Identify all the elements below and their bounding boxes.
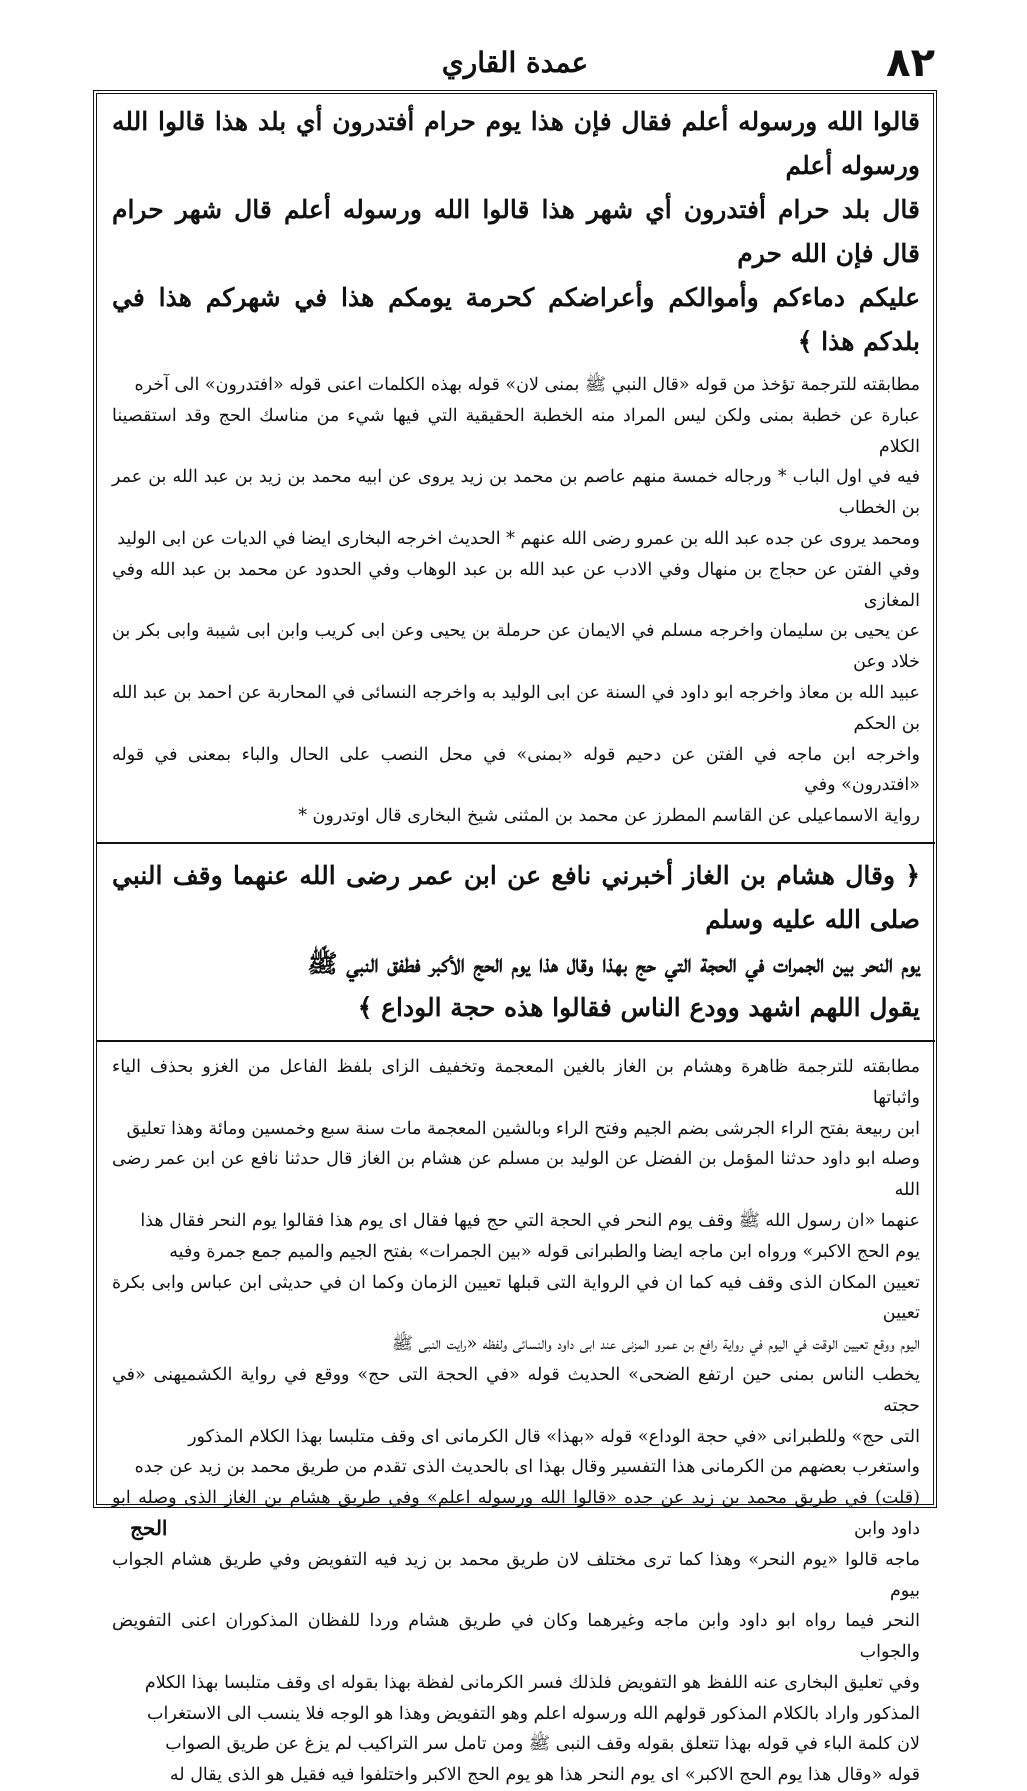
commentary-line: يوم الحج الاكبر» ورواه ابن ماجه ايضا والطبرانى قوله «بين الجمرات» بفتح الجيم والميم جمع جمرة وفيه (169, 1241, 920, 1262)
commentary-line: مطابقته للترجمة ظاهرة وهشام بن الغاز بالغين المعجمة وتخفيف الزاى بلفظ الفاعل من الغزو بحذف الياء واثباتها (112, 1056, 920, 1108)
hadith-text-2 (112, 854, 920, 1030)
commentary-line: ابن ربيعة بفتح الراء الجرشى بضم الجيم وفتح الراء وبالشين المعجمة مات سنة سبع وخمسين ومائة وهذا تعليق (126, 1118, 920, 1139)
commentary-line: عنهما «ان رسول الله ﷺ وقف يوم النحر في الحجة التي حج فيها فقال اى يوم هذا فقالوا يوم النحر فقال هذا (140, 1210, 920, 1231)
hadith-line: قال بلد حرام أفتدرون أي شهر هذا قالوا الله ورسوله أعلم قال شهر حرام قال فإن الله حرم (112, 195, 920, 268)
page-number: ۸۲ (886, 40, 935, 86)
commentary-line: عبارة عن خطبة بمنى ولكن ليس المراد منه الخطبة الحقيقية التي فيها شيء من مناسك الحج وقد استقصينا الكلام (112, 405, 920, 457)
section-divider (97, 842, 935, 844)
commentary-line: وصله ابو داود حدثنا المؤمل بن الفضل عن الوليد بن مسلم عن هشام بن الغاز قال حدثنا نافع عن ابن عمر رضى الله (112, 1149, 920, 1201)
page-header (95, 40, 935, 90)
commentary-line: التى حج» وللطبرانى «في حجة الوداع» قوله «بهذا» قال الكرمانى اى وقف متلبسا بهذا الكلام المذكور (188, 1426, 920, 1447)
commentary-line: رواية الاسماعيلى عن القاسم المطرز عن محمد بن المثنى شيخ البخارى قال اوتدرون * (298, 806, 920, 827)
commentary-line: وفي الفتن عن حجاج بن منهال وفي الادب عن عبد الله بن عبد الوهاب وفي الحدود عن محمد بن عبد الله وفي المغازى (112, 559, 920, 611)
commentary-line: وفي تعليق البخارى عنه اللفظ هو التفويض فلذلك فسر الكرمانى لفظة بهذا بقوله اى وقف متلبسا بهذا الكلام (144, 1672, 920, 1693)
commentary-line: فيه في اول الباب * ورجاله خمسة منهم عاصم بن محمد بن زيد يروى عن ابيه محمد بن زيد بن عبد الله بن عمر بن الخطاب (112, 467, 920, 519)
commentary-line: (قلت) في طريق محمد بن زيد عن جده «قالوا الله ورسوله اعلم» وفي طريق هشام بن الغاز الذى وصله ابو داود وابن (112, 1488, 920, 1539)
commentary-line: لان كلمة الباء في قوله بهذا تتعلق بقوله وقف النبى ﷺ ومن تامل سر التراكيب لم يزغ عن طريق الصواب (165, 1734, 920, 1755)
commentary-line: عبيد الله بن معاذ واخرجه ابو داود في السنة عن ابى الوليد به واخرجه النسائى في المحاربة عن احمد بن عبد الله بن الحكم (112, 682, 920, 734)
catchword: الحج (130, 1516, 168, 1540)
commentary-line: عن يحيى بن سليمان واخرجه مسلم في الايمان عن حرملة بن يحيى وعن ابى كريب وابن ابى شيبة وابى بكر بن خلاد وعن (112, 621, 920, 673)
main-text (112, 100, 921, 1786)
commentary-line: ومحمد يروى عن جده عبد الله بن عمرو رضى الله عنهم * الحديث اخرجه البخارى ايضا في الديات عن ابى الوليد (117, 528, 920, 549)
commentary-line: ماجه قالوا «يوم النحر» وهذا كما ترى مختلف لان طريق محمد بن زيد فيه التفويض وفي طريق هشام الجواب بيوم (112, 1549, 920, 1601)
hadith-line: قالوا الله ورسوله أعلم فقال فإن هذا يوم حرام أفتدرون أي بلد هذا قالوا الله ورسوله أعلم (112, 107, 920, 180)
commentary-line: اليوم ووقع تعيين الوقت في اليوم في رواية رافع بن عمرو المزنى عند ابى داود والنسائى ولفظه «رايت النبى ﷺ (391, 1334, 920, 1355)
commentary-line: مطابقته للترجمة تؤخذ من قوله «قال النبي ﷺ بمنى لان» قوله بهذه الكلمات اعنى قوله «افتدرون» الى آخره (134, 375, 920, 395)
hadith-line: عليكم دماءكم وأموالكم وأعراضكم كحرمة يومكم هذا في شهركم هذا في بلدكم هذا ﴾ (112, 283, 920, 356)
commentary-1 (112, 370, 920, 832)
commentary-line: واستغرب بعضهم من الكرمانى هذا التفسير وقال بهذا اى بالحديث الذى تقدم من طريق محمد بن زيد عن جده (134, 1457, 920, 1478)
hadith-line: ﴿ وقال هشام بن الغاز أخبرني نافع عن ابن عمر رضى الله عنهما وقف النبي صلى الله عليه وسلم (112, 860, 920, 934)
commentary-line: النحر فيما رواه ابو داود وابن ماجه وغيرهما وكان في طريق هشام وردا للفظان المذكوران اعنى التفويض والجواب (112, 1611, 920, 1663)
commentary-line: تعيين المكان الذى وقف فيه كما ان في الرواية التى قبلها تعيين الزمان وكما ان في حديثى ابن عباس وابى بكرة تعيين (112, 1272, 921, 1324)
commentary-2 (112, 1052, 920, 1791)
hadith-line: يوم النحر بين الجمرات في الحجة التي حج بهذا وقال هذا يوم الحج الأكبر فطفق النبي ﷺ (307, 948, 920, 978)
commentary-line: يخطب الناس بمنى حين ارتفع الضحى» الحديث قوله «في الحجة التى حج» ووقع في رواية الكشميهنى «في حجته (112, 1364, 920, 1416)
commentary-line: المذكور واراد بالكلام المذكور قولهم الله ورسوله اعلم وهو التفويض وهذا هو الوجه فلا ينسب الى الاستغراب (146, 1703, 920, 1724)
commentary-line: واخرجه ابن ماجه في الفتن عن دحيم قوله «بمنى» في محل النصب على الحال والباء بمعنى في قوله «افتدرون» وفي (112, 744, 920, 796)
section-divider (97, 1040, 935, 1042)
hadith-line: يقول اللهم اشهد وودع الناس فقالوا هذه حجة الوداع ﴾ (357, 992, 920, 1022)
running-title: عمدة القاري (441, 46, 589, 79)
commentary-line: قوله «وقال هذا يوم الحج الاكبر» اى يوم النحر هذا هو يوم الحج الاكبر واختلفوا فيه فقيل هو الذى يقال له (169, 1765, 920, 1786)
hadith-text-1 (112, 100, 920, 364)
